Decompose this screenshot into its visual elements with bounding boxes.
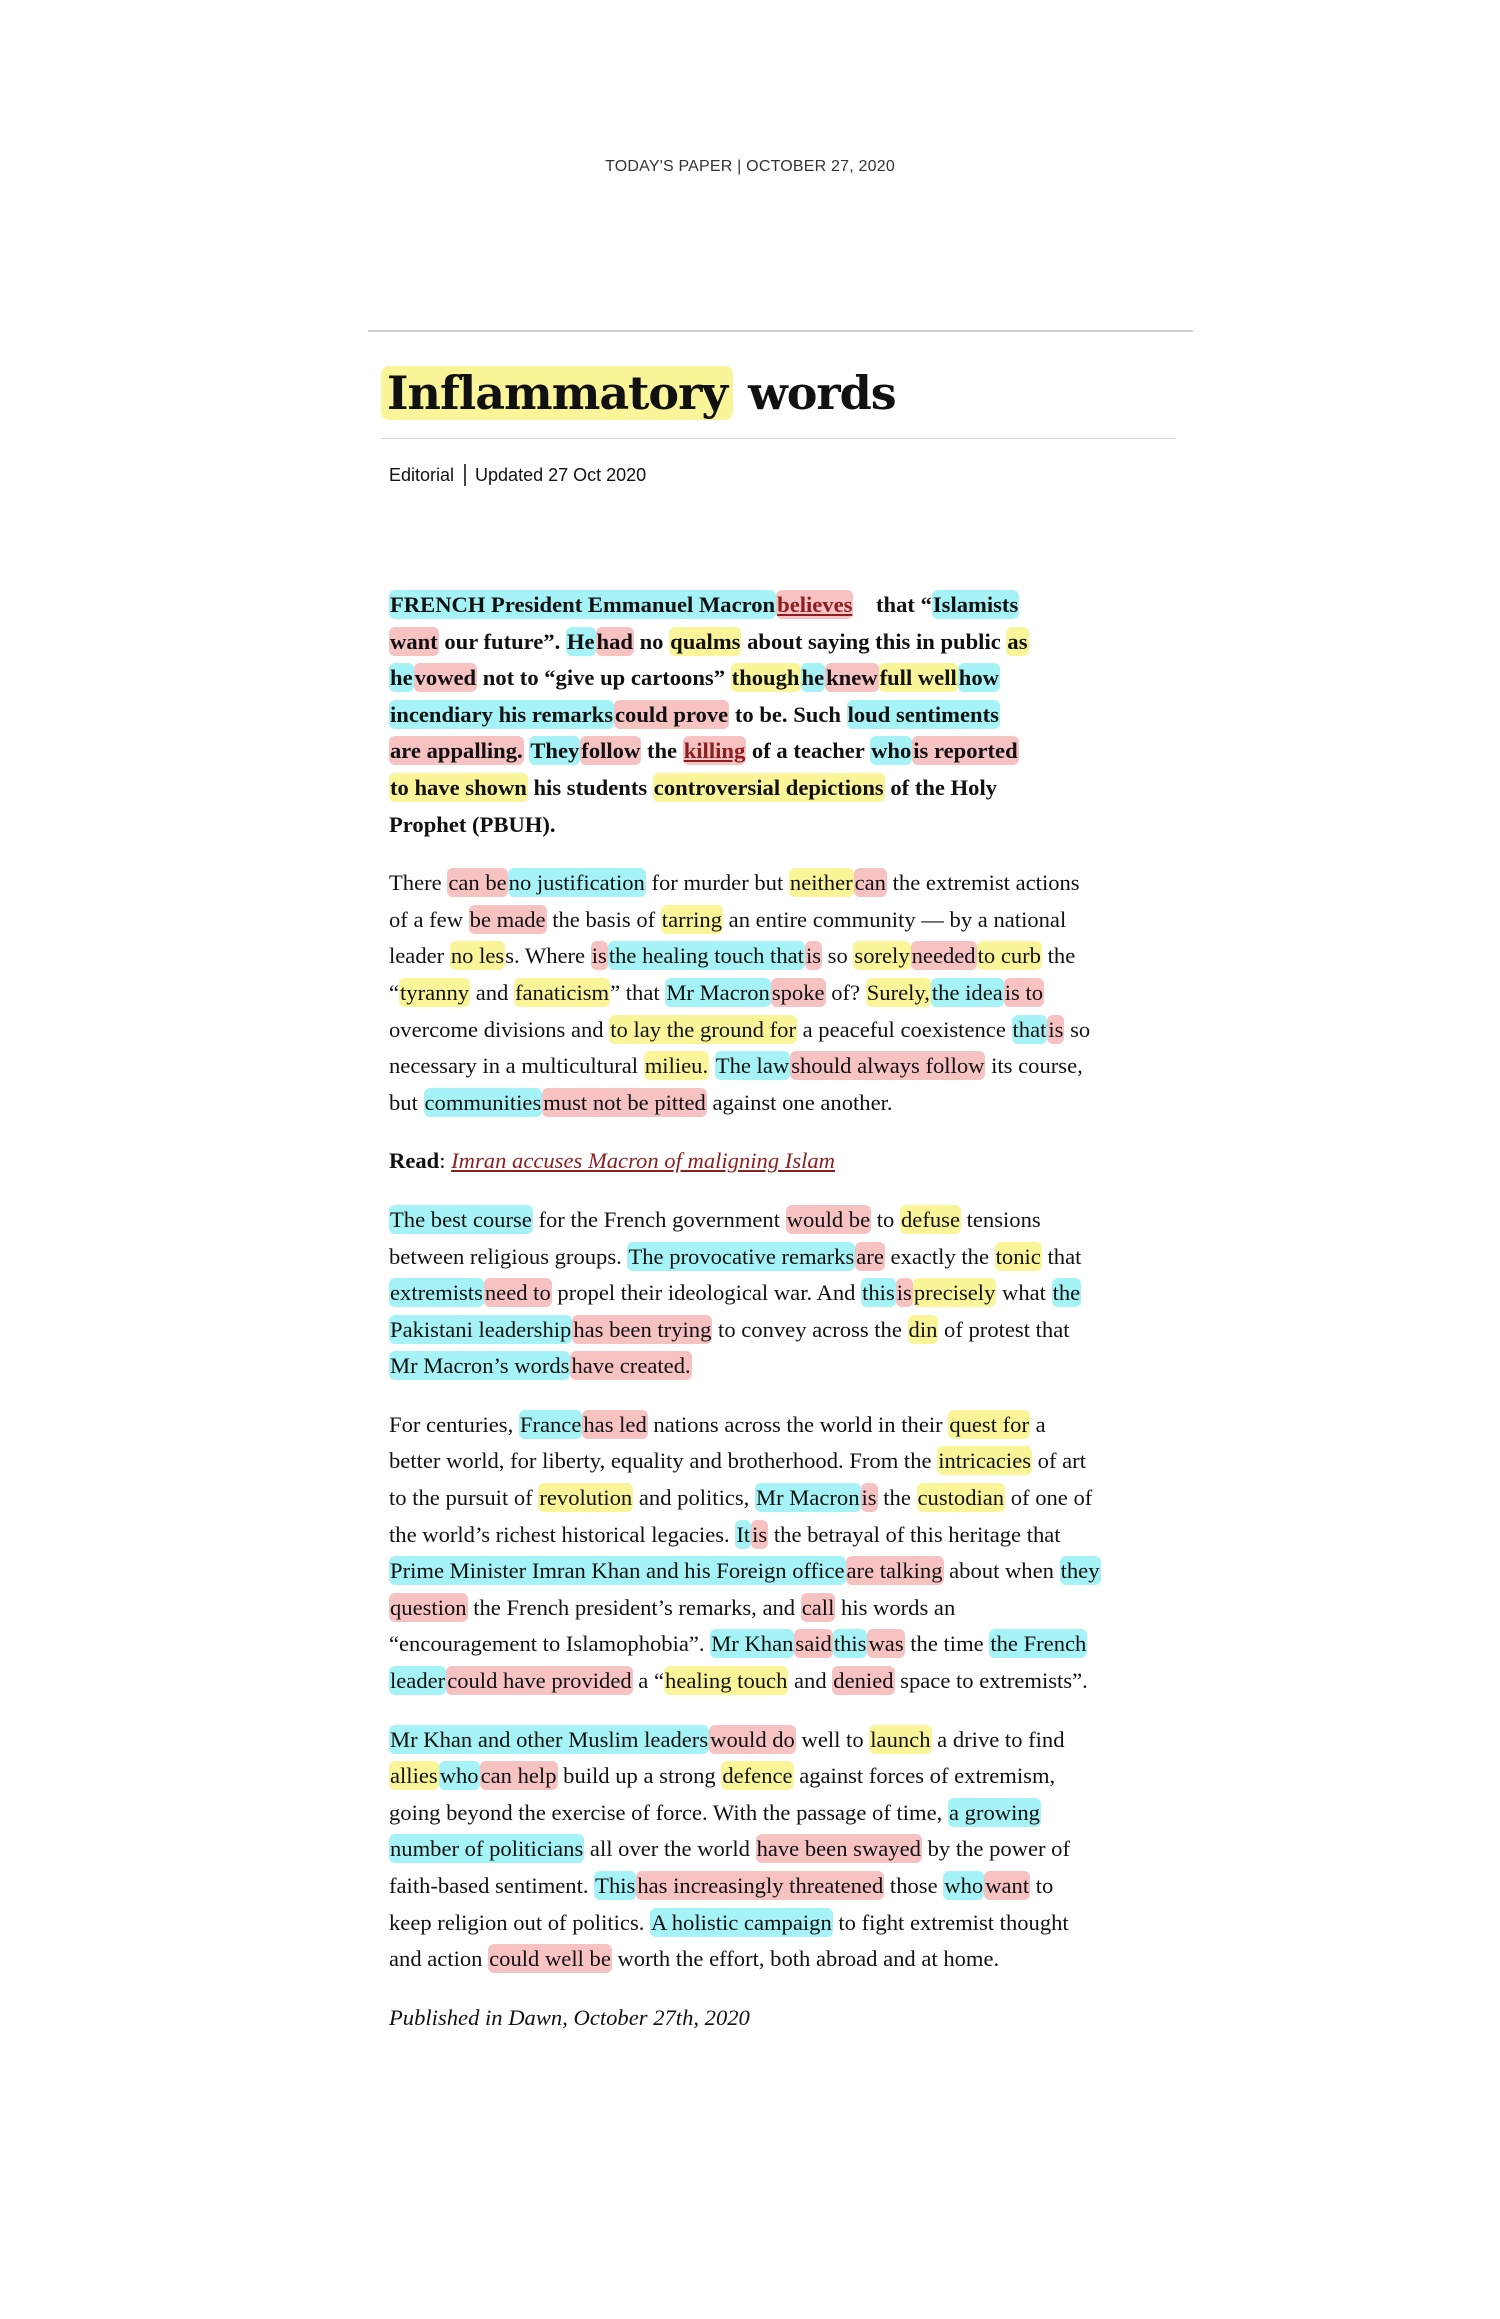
highlight-span: said bbox=[795, 1631, 832, 1657]
highlight-span: should always follow bbox=[791, 1053, 985, 1079]
highlight-span: quest for bbox=[949, 1411, 1029, 1437]
text-span bbox=[709, 1053, 715, 1078]
text-span: the bbox=[641, 738, 683, 764]
text-line bbox=[389, 1556, 1101, 1585]
highlight-span: Mr Khan and other Muslim leaders bbox=[390, 1726, 709, 1752]
text-span: to convey across the bbox=[712, 1316, 908, 1342]
highlight-span: to have shown bbox=[390, 774, 527, 800]
text-span: a peaceful coexistence bbox=[796, 1016, 1012, 1042]
text-span: and bbox=[788, 1668, 833, 1694]
body-paragraph bbox=[389, 1407, 1189, 1700]
highlight-span: could have provided bbox=[447, 1668, 632, 1694]
text-span: his students bbox=[527, 774, 653, 800]
text-line bbox=[389, 1629, 1087, 1658]
header-divider bbox=[368, 330, 1193, 332]
highlight-span: who bbox=[871, 738, 912, 764]
byline-separator bbox=[464, 464, 466, 486]
text-span: about when bbox=[943, 1558, 1060, 1584]
highlight-span: can be bbox=[448, 870, 507, 896]
text-line bbox=[389, 1205, 1041, 1234]
text-line bbox=[389, 1483, 1092, 1512]
highlight-span: to lay the ground for bbox=[610, 1016, 796, 1042]
text-span: a drive to find bbox=[931, 1726, 1065, 1752]
text-line bbox=[389, 1593, 955, 1622]
text-span: for murder but bbox=[645, 870, 789, 896]
highlight-span: loud sentiments bbox=[847, 701, 999, 727]
highlight-span: that bbox=[1012, 1016, 1047, 1042]
text-span: of one of bbox=[1005, 1485, 1093, 1511]
highlight-span: sorely bbox=[854, 943, 910, 969]
text-line bbox=[389, 773, 997, 802]
highlight-span: This bbox=[595, 1873, 636, 1898]
highlight-span: is bbox=[591, 943, 607, 969]
text-span: the world’s richest historical legacies. bbox=[389, 1521, 736, 1547]
text-line bbox=[389, 1051, 1083, 1080]
highlight-span: could well be bbox=[489, 1946, 611, 1972]
text-line bbox=[389, 590, 1019, 619]
text-span: faith-based sentiment. bbox=[389, 1873, 595, 1898]
highlight-span: who bbox=[439, 1763, 479, 1789]
highlight-span: has been trying bbox=[573, 1316, 712, 1342]
text-line bbox=[389, 1761, 1055, 1790]
text-span: but bbox=[389, 1089, 424, 1115]
text-span: for the French government bbox=[532, 1206, 786, 1232]
text-line bbox=[389, 1871, 1053, 1900]
text-line bbox=[389, 941, 1075, 970]
highlight-span: defence bbox=[722, 1763, 793, 1789]
highlight-span: needed bbox=[911, 943, 976, 969]
highlight-span: It bbox=[736, 1521, 751, 1547]
text-span: of a teacher bbox=[746, 738, 871, 764]
highlight-span: The best course bbox=[390, 1206, 532, 1232]
text-span: propel their ideological war. And bbox=[551, 1280, 862, 1306]
highlight-span: incendiary his remarks bbox=[390, 701, 614, 727]
highlight-span: tyranny bbox=[400, 979, 470, 1005]
text-line bbox=[389, 1944, 999, 1973]
highlight-span: intricacies bbox=[938, 1448, 1032, 1474]
text-line bbox=[389, 1242, 1081, 1271]
highlight-span: call bbox=[801, 1594, 835, 1620]
text-span: going beyond the exercise of force. With the passage of time, bbox=[389, 1799, 948, 1825]
text-span: of? bbox=[825, 979, 866, 1005]
highlight-span: tarring bbox=[661, 906, 723, 932]
inline-link[interactable]: killing bbox=[683, 738, 746, 764]
highlight-span: allies bbox=[390, 1763, 438, 1789]
text-line bbox=[389, 905, 1066, 934]
text-span: worth the effort, both abroad and at home. bbox=[611, 1946, 1000, 1972]
text-span: : bbox=[439, 1148, 452, 1174]
text-span: so bbox=[1064, 1016, 1091, 1042]
related-article-link[interactable]: Imran accuses Macron of maligning Islam bbox=[451, 1148, 835, 1174]
text-span: our future”. bbox=[438, 628, 566, 654]
highlight-span: who bbox=[944, 1873, 984, 1898]
highlight-span: a growing bbox=[948, 1799, 1040, 1825]
highlight-span: though bbox=[731, 665, 800, 691]
highlight-span: is to bbox=[1004, 979, 1044, 1005]
highlight-span: spoke bbox=[771, 979, 825, 1005]
text-span: of a few bbox=[389, 906, 469, 932]
highlight-span: is bbox=[805, 943, 822, 969]
highlight-span: leader bbox=[390, 1668, 446, 1694]
text-span: and action bbox=[389, 1946, 489, 1972]
text-span: ” that bbox=[610, 979, 666, 1005]
text-span: the bbox=[877, 1485, 917, 1511]
highlight-span: could prove bbox=[615, 701, 729, 727]
highlight-span: launch bbox=[870, 1726, 931, 1752]
text-span: of protest that bbox=[938, 1316, 1070, 1342]
text-line bbox=[389, 736, 1019, 765]
text-line bbox=[389, 1446, 1086, 1475]
text-line bbox=[389, 1351, 692, 1380]
title-rest: words bbox=[748, 366, 896, 420]
text-line bbox=[389, 663, 1000, 692]
highlight-span: vowed bbox=[414, 665, 477, 691]
highlight-span: Pakistani leadership bbox=[390, 1316, 572, 1342]
highlight-span: revolution bbox=[539, 1485, 633, 1511]
text-span: about saying this in public bbox=[741, 628, 1007, 654]
highlight-span: is bbox=[1048, 1016, 1064, 1042]
highlight-span: FRENCH President Emmanuel Macron bbox=[390, 592, 776, 617]
body-paragraph bbox=[389, 1722, 1189, 1978]
highlight-span: Surely, bbox=[866, 979, 930, 1005]
highlight-span: the French bbox=[990, 1631, 1087, 1657]
text-span: overcome divisions and bbox=[389, 1016, 610, 1042]
lead-paragraph bbox=[389, 587, 1189, 843]
highlight-span: want bbox=[390, 628, 438, 654]
highlight-span: would be bbox=[786, 1206, 871, 1232]
text-line bbox=[389, 978, 1044, 1007]
text-span: his words an bbox=[835, 1594, 956, 1620]
highlight-span: defuse bbox=[901, 1206, 960, 1232]
text-span: an entire community — by a national bbox=[723, 906, 1067, 932]
published-line: Published in Dawn, October 27th, 2020 bbox=[389, 2004, 750, 2030]
text-span: against forces of extremism, bbox=[793, 1763, 1056, 1789]
text-span: leader bbox=[389, 943, 450, 969]
text-line bbox=[389, 1148, 835, 1173]
highlight-span: can help bbox=[480, 1763, 557, 1789]
text-span: what bbox=[996, 1280, 1052, 1306]
highlight-span: the healing touch that bbox=[608, 943, 804, 969]
text-span: to bbox=[871, 1206, 900, 1232]
highlight-span: Mr Macron bbox=[755, 1485, 860, 1511]
text-line bbox=[389, 1520, 1061, 1549]
highlight-span: Prime Minister Imran Khan and his Foreign office bbox=[390, 1558, 845, 1584]
text-span: of art bbox=[1032, 1448, 1086, 1474]
highlight-span: France bbox=[519, 1411, 582, 1437]
text-line bbox=[389, 1015, 1090, 1044]
highlight-span: tonic bbox=[995, 1243, 1041, 1269]
highlight-span: how bbox=[958, 665, 999, 691]
text-span: the time bbox=[904, 1631, 990, 1657]
highlight-span: neither bbox=[789, 870, 853, 896]
highlight-span: Mr Macron’s words bbox=[390, 1353, 570, 1379]
text-span: the betrayal of this heritage that bbox=[768, 1521, 1061, 1547]
text-span: its course, bbox=[985, 1053, 1083, 1079]
highlight-span: knew bbox=[826, 665, 878, 691]
text-span: keep religion out of politics. bbox=[389, 1909, 651, 1935]
highlight-span: the idea bbox=[931, 979, 1003, 1005]
text-line bbox=[389, 1278, 1081, 1307]
highlight-span: qualms bbox=[670, 628, 741, 654]
highlight-span: Mr Macron bbox=[666, 979, 770, 1005]
text-span: “ bbox=[389, 979, 400, 1005]
text-span: better world, for liberty, equality and brotherhood. From the bbox=[389, 1448, 938, 1474]
text-span: that bbox=[1041, 1243, 1082, 1269]
highlight-span: has led bbox=[583, 1411, 647, 1437]
text-span: necessary in a multicultural bbox=[389, 1053, 644, 1079]
title-highlighted-word: Inflammatory bbox=[381, 366, 733, 420]
title-divider bbox=[381, 438, 1176, 439]
highlight-span: healing touch bbox=[665, 1668, 788, 1694]
text-line bbox=[389, 1908, 1069, 1937]
text-span: by the power of bbox=[921, 1836, 1070, 1862]
highlight-span: follow bbox=[581, 738, 641, 764]
highlight-span: be made bbox=[469, 906, 546, 932]
text-line bbox=[389, 1315, 1070, 1344]
highlight-span: no les bbox=[450, 943, 505, 969]
highlight-span: the bbox=[1052, 1280, 1081, 1306]
text-span: exactly the bbox=[884, 1243, 995, 1269]
highlight-span: question bbox=[390, 1594, 467, 1620]
text-line bbox=[389, 1666, 1088, 1695]
read-also bbox=[389, 1143, 1189, 1180]
highlight-span: milieu. bbox=[644, 1053, 709, 1079]
text-span: tensions bbox=[960, 1206, 1041, 1232]
text-line bbox=[389, 868, 1080, 897]
highlight-span: communities bbox=[424, 1089, 542, 1115]
highlight-span: is bbox=[861, 1485, 877, 1511]
highlight-span: controversial depictions bbox=[653, 774, 884, 800]
highlight-span: have been swayed bbox=[756, 1836, 921, 1862]
text-line bbox=[389, 700, 1000, 729]
highlight-span: need to bbox=[484, 1280, 551, 1306]
body-paragraph bbox=[389, 865, 1189, 1121]
highlight-span: have created. bbox=[571, 1353, 691, 1379]
highlight-span: had bbox=[596, 628, 633, 654]
text-line bbox=[389, 1834, 1070, 1863]
text-span: and bbox=[470, 979, 514, 1005]
text-span: a bbox=[1030, 1411, 1046, 1437]
paper-date-line: TODAY'S PAPER | OCTOBER 27, 2020 bbox=[605, 158, 895, 175]
text-span: all over the world bbox=[584, 1836, 756, 1862]
read-label: Read bbox=[389, 1148, 440, 1174]
highlight-span: They bbox=[530, 738, 580, 764]
text-span: and politics, bbox=[633, 1485, 755, 1511]
text-line bbox=[389, 812, 556, 837]
text-span: to be. Such bbox=[729, 701, 847, 727]
inline-link[interactable]: believes bbox=[777, 592, 853, 617]
highlight-span: Islamists bbox=[932, 592, 1019, 617]
highlight-span: no justification bbox=[508, 870, 645, 896]
highlight-span: He bbox=[566, 628, 595, 654]
highlight-span: The law bbox=[715, 1053, 790, 1079]
text-line bbox=[389, 2005, 750, 2030]
text-span: to fight extremist thought bbox=[832, 1909, 1069, 1935]
highlight-span: want bbox=[985, 1873, 1030, 1898]
highlight-span: are bbox=[856, 1243, 884, 1269]
text-span: For centuries, bbox=[389, 1411, 519, 1437]
highlight-span: must not be pitted bbox=[543, 1089, 706, 1115]
text-span: between religious groups. bbox=[389, 1243, 628, 1269]
highlight-span: is bbox=[896, 1280, 912, 1306]
highlight-span: denied bbox=[833, 1668, 894, 1694]
highlight-span: this bbox=[833, 1631, 867, 1657]
text-span: the basis of bbox=[546, 906, 661, 932]
text-span: “encouragement to Islamophobia”. bbox=[389, 1631, 711, 1657]
text-line bbox=[389, 627, 1029, 656]
text-span: the French president’s remarks, and bbox=[467, 1594, 801, 1620]
highlight-span: was bbox=[868, 1631, 904, 1657]
article-title bbox=[381, 363, 896, 423]
highlight-span: are talking bbox=[846, 1558, 943, 1584]
highlight-span: can bbox=[854, 870, 886, 896]
text-span: to bbox=[1030, 1873, 1054, 1898]
highlight-span: custodian bbox=[917, 1485, 1005, 1511]
text-span: There bbox=[389, 870, 448, 896]
text-span: to the pursuit of bbox=[389, 1485, 539, 1511]
highlight-span: this bbox=[862, 1280, 895, 1306]
highlight-span: fanaticism bbox=[514, 979, 610, 1005]
text-line bbox=[389, 1088, 893, 1117]
published-note bbox=[389, 2000, 1189, 2037]
body-paragraph bbox=[389, 1202, 1189, 1385]
byline bbox=[389, 464, 646, 486]
highlight-span: full well bbox=[879, 665, 957, 691]
text-span: the extremist actions bbox=[886, 870, 1080, 896]
text-span: that “ bbox=[853, 592, 932, 617]
highlight-span: are appalling. bbox=[390, 738, 523, 764]
highlight-span: precisely bbox=[913, 1280, 996, 1306]
highlight-span: Mr Khan bbox=[711, 1631, 794, 1657]
highlight-span: would do bbox=[710, 1726, 795, 1752]
text-span: a “ bbox=[632, 1668, 665, 1694]
text-span: build up a strong bbox=[557, 1763, 722, 1789]
highlight-span: as bbox=[1007, 628, 1028, 654]
byline-updated-date: Updated 27 Oct 2020 bbox=[475, 464, 647, 485]
text-span: no bbox=[633, 628, 670, 654]
text-line bbox=[389, 1725, 1065, 1754]
text-span: against one another. bbox=[706, 1089, 893, 1115]
highlight-span: din bbox=[908, 1316, 938, 1342]
highlight-span: he bbox=[801, 665, 825, 691]
highlight-span: number of politicians bbox=[390, 1836, 584, 1862]
highlight-span: extremists bbox=[390, 1280, 483, 1306]
text-span: well to bbox=[795, 1726, 870, 1752]
text-span: nations across the world in their bbox=[647, 1411, 949, 1437]
highlight-span: they bbox=[1060, 1558, 1100, 1584]
highlight-span: A holistic campaign bbox=[651, 1909, 832, 1935]
text-span: Prophet (PBUH). bbox=[389, 811, 556, 837]
byline-category-link[interactable]: Editorial bbox=[389, 464, 455, 485]
article-body bbox=[389, 587, 1189, 2058]
highlight-span: he bbox=[390, 665, 413, 691]
text-span: not to “give up cartoons” bbox=[477, 665, 731, 691]
text-span: of the Holy bbox=[884, 774, 998, 800]
text-span: space to extremists”. bbox=[894, 1668, 1088, 1694]
text-span: the bbox=[1041, 943, 1076, 969]
text-line bbox=[389, 1410, 1046, 1439]
text-span: those bbox=[884, 1873, 944, 1898]
text-span: so bbox=[822, 943, 854, 969]
highlight-span: The provocative remarks bbox=[628, 1243, 855, 1269]
highlight-span: to curb bbox=[977, 943, 1041, 969]
highlight-span: is reported bbox=[913, 738, 1018, 764]
text-span: s. Where bbox=[505, 943, 591, 969]
text-line bbox=[389, 1798, 1041, 1827]
highlight-span: is bbox=[752, 1521, 768, 1547]
highlight-span: has increasingly threatened bbox=[637, 1873, 884, 1898]
